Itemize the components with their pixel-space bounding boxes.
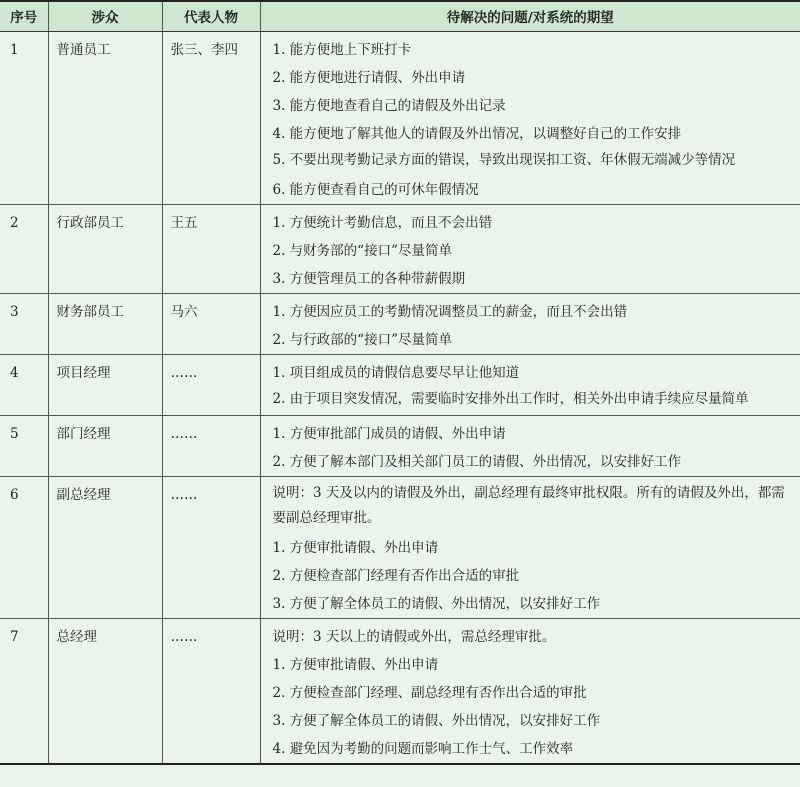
expectation-item: 2. 与财务部的“接口”尽量简单	[272, 242, 452, 259]
expectation-item: 2. 与行政部的“接口”尽量简单	[272, 331, 452, 348]
table-row	[0, 476, 800, 618]
header-row	[0, 1, 800, 31]
representative-name: ……	[162, 476, 260, 618]
expectation-item: 1. 方便审批请假、外出申请	[272, 656, 439, 673]
representative-name: 王五	[162, 204, 260, 293]
table-header	[0, 1, 800, 31]
expectation-item: 4. 避免因为考勤的问题而影响工作士气、工作效率	[272, 740, 574, 757]
expectation-item: 3. 方便了解全体员工的请假、外出情况，以安排好工作	[272, 595, 601, 612]
representative-name: ……	[162, 354, 260, 415]
expectation-item: 3. 方便了解全体员工的请假、外出情况，以安排好工作	[272, 712, 601, 729]
table-row	[0, 618, 800, 764]
row-number: 1	[10, 41, 19, 58]
row-number: 5	[10, 425, 19, 442]
stakeholder-name: 部门经理	[48, 415, 162, 476]
expectation-item: 1. 项目组成员的请假信息要尽早让他知道	[272, 364, 520, 381]
table-row	[0, 204, 800, 293]
table-row	[0, 354, 800, 415]
stakeholder-name: 项目经理	[48, 354, 162, 415]
row-number: 3	[10, 303, 19, 320]
stakeholder-name: 副总经理	[48, 476, 162, 618]
row-number: 6	[10, 486, 19, 503]
expectation-item: 1. 方便统计考勤信息，而且不会出错	[272, 214, 493, 231]
expectation-item: 6. 能方便查看自己的可休年假情况	[272, 181, 479, 198]
stakeholder-name: 财务部员工	[48, 293, 162, 354]
header-stakeholder: 涉众	[48, 1, 162, 31]
table-row	[0, 293, 800, 354]
expectation-item: 3. 能方便地查看自己的请假及外出记录	[272, 97, 506, 114]
expectation-item: 说明：3 天及以内的请假及外出，副总经理有最终审批权限。所有的请假及外出，都需要副总经理审批。	[272, 484, 785, 526]
expectation-item: 2. 能方便地进行请假、外出申请	[272, 69, 466, 86]
expectation-item: 1. 方便审批部门成员的请假、外出申请	[272, 425, 506, 442]
table-row	[0, 31, 800, 204]
representative-name: ……	[162, 618, 260, 764]
expectations-cell	[260, 618, 800, 764]
expectations-cell	[260, 204, 800, 293]
stakeholder-name: 行政部员工	[48, 204, 162, 293]
expectation-item: 3. 方便管理员工的各种带薪假期	[272, 270, 466, 287]
stakeholder-name: 普通员工	[48, 31, 162, 204]
expectation-item: 2. 由于项目突发情况，需要临时安排外出工作时，相关外出申请手续应尽量简单	[272, 390, 749, 407]
expectation-item: 1. 能方便地上下班打卡	[272, 41, 412, 58]
expectations-cell	[260, 293, 800, 354]
expectation-item: 2. 方便检查部门经理有否作出合适的审批	[272, 567, 520, 584]
expectation-item: 1. 方便因应员工的考勤情况调整员工的薪金，而且不会出错	[272, 303, 628, 320]
row-number: 7	[10, 628, 19, 645]
expectations-cell	[260, 476, 800, 618]
representative-name: 马六	[162, 293, 260, 354]
expectation-item: 5. 不要出现考勤记录方面的错误，导致出现误扣工资、年休假无端减少等情况	[272, 151, 736, 168]
row-number: 2	[10, 214, 19, 231]
expectation-item: 2. 方便了解本部门及相关部门员工的请假、外出情况，以安排好工作	[272, 453, 682, 470]
expectations-cell	[260, 31, 800, 204]
expectation-item: 说明：3 天以上的请假或外出，需总经理审批。	[272, 628, 556, 645]
representative-name: ……	[162, 415, 260, 476]
row-number: 4	[10, 364, 19, 381]
expectation-item: 1. 方便审批请假、外出申请	[272, 539, 439, 556]
header-expectations: 待解决的问题/对系统的期望	[260, 1, 800, 31]
header-no: 序号	[0, 1, 48, 31]
stakeholder-name: 总经理	[48, 618, 162, 764]
expectations-cell	[260, 354, 800, 415]
expectation-item: 2. 方便检查部门经理、副总经理有否作出合适的审批	[272, 684, 587, 701]
expectations-cell	[260, 415, 800, 476]
header-representative: 代表人物	[162, 1, 260, 31]
table-row	[0, 415, 800, 476]
expectation-item: 4. 能方便地了解其他人的请假及外出情况，以调整好自己的工作安排	[272, 125, 682, 142]
representative-name: 张三、李四	[162, 31, 260, 204]
table-body	[0, 31, 800, 764]
